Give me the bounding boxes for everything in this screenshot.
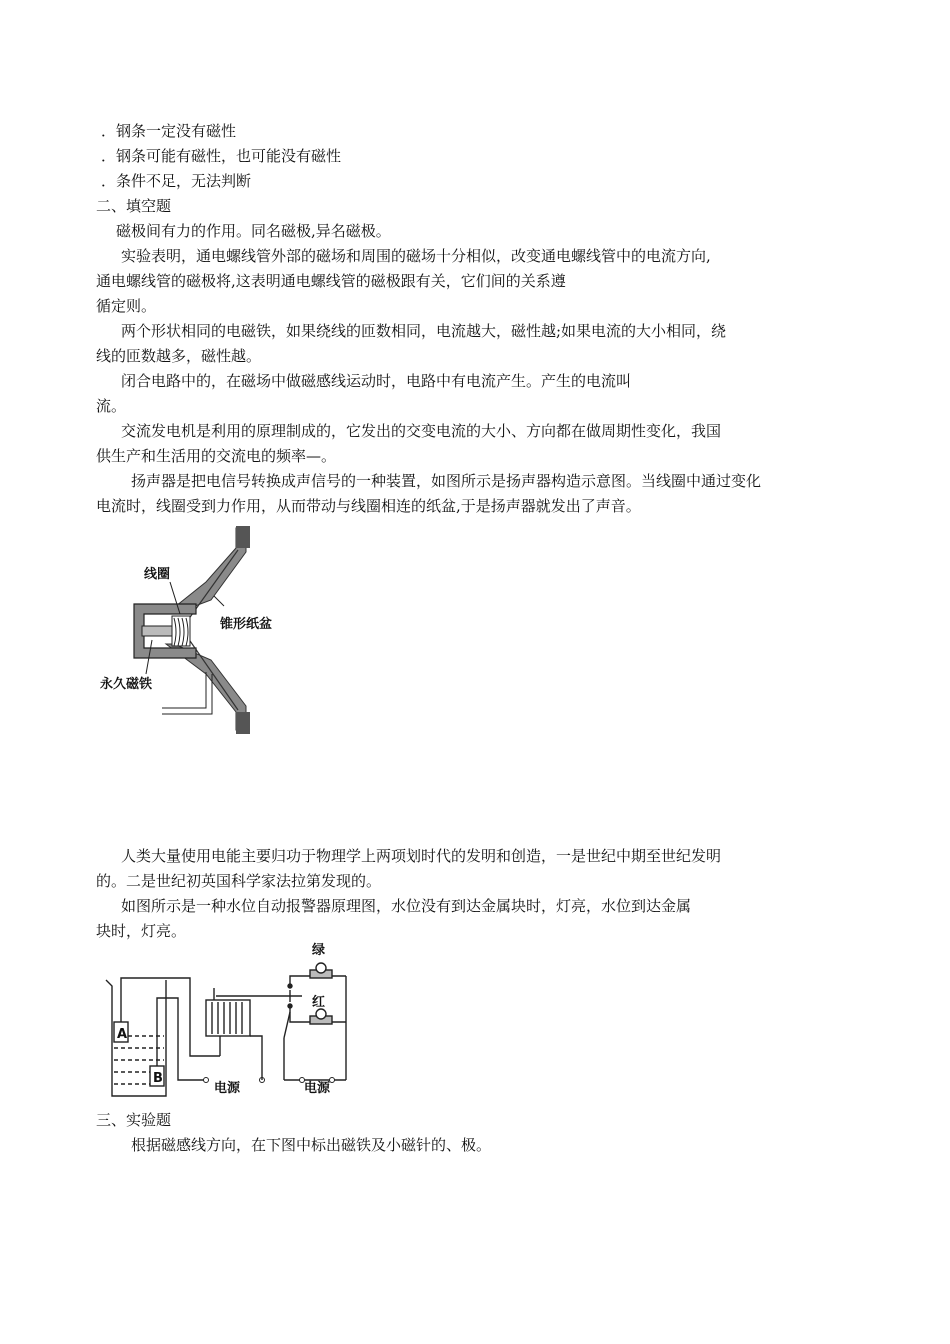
power-label-1: 电源: [214, 1081, 241, 1096]
speaker-diagram: [96, 522, 296, 738]
question-text: 块时，灯亮。: [96, 922, 187, 940]
question-text: 扬声器是把电信号转换成声信号的一种装置，如图所示是扬声器构造示意图。当线圈中通过变化: [131, 472, 762, 490]
green-lamp-label: 绿: [312, 943, 326, 958]
question-text: 线的匝数越多，磁性越。: [96, 347, 262, 365]
question-text: 交流发电机是利用的原理制成的，它发出的交变电流的大小、方向都在做周期性变化，我国: [121, 422, 722, 440]
question-text: 两个形状相同的电磁铁，如果绕线的匝数相同，电流越大，磁性越;如果电流的大小相同，绕: [121, 322, 727, 340]
red-lamp-label: 红: [312, 995, 326, 1010]
question-text: 人类大量使用电能主要归功于物理学上两项划时代的发明和创造，一是世纪中期至世纪发明: [121, 847, 722, 865]
question-text: 根据磁感线方向，在下图中标出磁铁及小磁针的、极。: [131, 1136, 492, 1154]
question-text: 磁极间有力的作用。同名磁极,异名磁极。: [116, 222, 391, 240]
question-text: 通电螺线管的磁极将,这表明通电螺线管的磁极跟有关，它们间的关系遵: [96, 272, 566, 290]
option-line-3: ．条件不足，无法判断: [101, 172, 252, 190]
water-alarm-diagram: [102, 940, 364, 1100]
question-text: 供生产和生活用的交流电的频率—。: [96, 447, 337, 465]
question-text: 如图所示是一种水位自动报警器原理图，水位没有到达金属块时，灯亮，水位到达金属: [121, 897, 692, 915]
cone-label: 锥形纸盆: [220, 617, 273, 632]
question-text: 实验表明，通电螺线管外部的磁场和周围的磁场十分相似，改变通电螺线管中的电流方向,: [121, 247, 711, 265]
question-text: 的。二是世纪初英国科学家法拉第发现的。: [96, 872, 382, 890]
magnet-label: 永久磁铁: [100, 677, 153, 692]
block-b-label: B: [153, 1071, 163, 1086]
option-line-1: ．钢条一定没有磁性: [101, 122, 237, 140]
section-heading-experiment: 三、实验题: [96, 1111, 172, 1129]
power-label-2: 电源: [304, 1081, 331, 1096]
option-line-2: ．钢条可能有磁性，也可能没有磁性: [101, 147, 342, 165]
block-a-label: A: [117, 1027, 128, 1042]
question-text: 闭合电路中的，在磁场中做磁感线运动时，电路中有电流产生。产生的电流叫: [121, 372, 632, 390]
question-text: 电流时，线圈受到力作用，从而带动与线圈相连的纸盆,于是扬声器就发出了声音。: [96, 497, 641, 515]
question-text: 流。: [96, 397, 127, 415]
section-heading-fill-blank: 二、填空题: [96, 197, 172, 215]
coil-label: 线圈: [144, 567, 171, 582]
question-text: 循定则。: [96, 297, 157, 315]
